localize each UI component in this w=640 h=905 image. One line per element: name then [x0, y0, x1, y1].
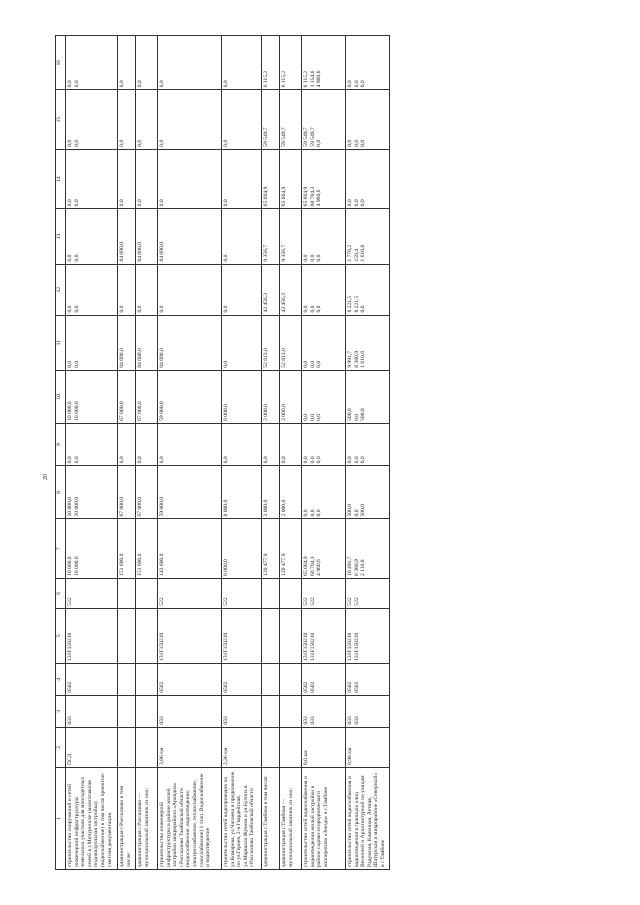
table-cell: 0,0	[136, 149, 158, 208]
table-cell: 65 664,9 60 704,3 4 960,6	[302, 149, 346, 208]
table-cell: 033	[222, 695, 262, 727]
table-cell: 522	[158, 578, 222, 608]
header-cell: 2	[56, 727, 66, 767]
table-cell	[118, 695, 136, 727]
table-row	[66, 36, 118, 870]
table-cell	[118, 727, 136, 767]
table-cell: 2 000,0	[280, 370, 302, 423]
table-cell: 0,0 0,0 0,0	[346, 423, 390, 465]
table-cell: 0,0	[118, 90, 136, 149]
table-cell: 131F150210	[222, 608, 262, 663]
table-cell: 151 600,0	[118, 519, 136, 578]
table-cell: 033 033	[346, 695, 390, 727]
table-cell: 0,0	[222, 423, 262, 465]
table-row	[302, 36, 346, 870]
table-cell: 84 600,0	[158, 209, 222, 264]
table-body	[66, 36, 390, 870]
header-cell: 6	[56, 578, 66, 608]
row-label: строительство сетей водоснабжения и водоотведения жилой застройки в районе садово-огороднического кооператива «Звезда» в г.Тамбове	[302, 768, 346, 870]
row-label: строительство инженерной инфраструктуры в районе жилой застройки микрорайона «Ариадна» г.Рассказово Тамбовской области (водоснабжение, водоотведение, электроснабжение, теплоснабжение, газоснабжение) 1 этап. Водоснабжение и водоотведение	[158, 768, 222, 870]
table-cell	[280, 578, 302, 608]
header-cell: 5	[56, 608, 66, 663]
header-cell: 16	[56, 36, 66, 90]
table-cell: 67 000,0	[136, 370, 158, 423]
table-cell: 0,0	[136, 423, 158, 465]
table-cell: 67 000,0	[118, 466, 136, 519]
table-cell: 0,0 0,0	[66, 423, 118, 465]
table-cell: 52 813,0	[262, 315, 280, 370]
table-cell: 0,0	[118, 149, 136, 208]
table-cell: 9 356,7	[262, 209, 280, 264]
table-cell: 9 356,7	[280, 209, 302, 264]
table-cell: 43 456,3	[280, 264, 302, 315]
table-cell: 0502	[222, 663, 262, 695]
table-cell: 10 000,0 10 000,0	[66, 370, 118, 423]
table-cell	[136, 695, 158, 727]
table-cell	[262, 578, 280, 608]
table-cell: 0,0 0,0	[66, 209, 118, 264]
table-cell	[136, 578, 158, 608]
budget-table	[55, 35, 390, 870]
rotated-page	[43, 35, 635, 870]
header-cell: 14	[56, 149, 66, 208]
table-cell: 0,0	[118, 264, 136, 315]
table-cell: 0,98 км	[346, 727, 390, 767]
table-cell: 8 000,0	[222, 466, 262, 519]
table-cell: 59 549,7 59 549,7 0,0	[302, 90, 346, 149]
table-cell: 0,0	[136, 36, 158, 90]
table-row	[158, 36, 222, 870]
table-cell: 0,0	[158, 149, 222, 208]
table-row	[346, 36, 390, 870]
table-cell: 0,0 0,0 0,0	[302, 466, 346, 519]
table-cell: 0,0 0,0 0,0	[302, 370, 346, 423]
table-cell: 0,0	[222, 315, 262, 370]
table-cell: 8,0 км	[302, 727, 346, 767]
table-cell: 500,0 0,0 500,0	[346, 466, 390, 519]
table-cell	[262, 695, 280, 727]
table-cell: 033 033	[302, 695, 346, 727]
table-cell	[136, 727, 158, 767]
table-cell: 0,0	[158, 423, 222, 465]
header-cell: 15	[56, 90, 66, 149]
table-row	[118, 36, 136, 870]
table-cell: 59 549,7	[280, 90, 302, 149]
table-cell	[136, 663, 158, 695]
header-cell: 3	[56, 695, 66, 727]
header-cell: 4	[56, 663, 66, 695]
table-cell: 6 115,2 1 154,6 4 960,6	[302, 36, 346, 90]
table-cell: 0,0	[136, 264, 158, 315]
table-cell: 0,0 0,0 0,0	[346, 149, 390, 208]
table-cell: 0,0	[222, 209, 262, 264]
table-cell: 033	[158, 695, 222, 727]
row-label: администрация г.Тамбова — муниципальный заказчик из них:	[280, 768, 302, 870]
table-cell: 67 000,0	[118, 370, 136, 423]
table-cell: 151 600,0	[136, 519, 158, 578]
header-cell: 8	[56, 466, 66, 519]
row-label: строительство сетей водоснабжения и водоотведения в границах улиц Весенней и Архитектурной по улицам Радужная, Каменная, Летняя, Шатурская и микрорайоне «Северный» в г.Тамбове	[346, 768, 390, 870]
table-cell: 59 000,0	[158, 370, 222, 423]
table-cell: 033	[66, 695, 118, 727]
table-cell: 65 664,9 60 704,3 4 960,6	[302, 519, 346, 578]
table-cell: 10 491,7 8 380,9 2 110,8	[346, 519, 390, 578]
table-cell: 0,0	[158, 90, 222, 149]
row-label: администрация г.Тамбова в том числе:	[262, 768, 280, 870]
table-cell: 84 600,0	[118, 209, 136, 264]
table-cell: 0,0	[222, 149, 262, 208]
table-cell: 43 456,3	[262, 264, 280, 315]
table-cell	[280, 608, 302, 663]
table-row	[262, 36, 280, 870]
table-cell: 131F150210 131F150210	[302, 608, 346, 663]
table-cell: 131F150210	[66, 608, 118, 663]
table-cell	[262, 608, 280, 663]
table-row	[222, 36, 262, 870]
table-cell: 2 000,0	[262, 370, 280, 423]
header-cell: 9	[56, 423, 66, 465]
table-cell: 0,0 0,0 0,0	[302, 264, 346, 315]
table-cell: 67 000,0	[136, 466, 158, 519]
table-cell: 6 115,2	[280, 36, 302, 90]
table-cell: 2 000,0	[280, 466, 302, 519]
table-cell: 0,0	[222, 90, 262, 149]
row-label: администрация г.Рассказово в том числе:	[118, 768, 136, 870]
table-cell: 84 600,0	[158, 315, 222, 370]
table-cell: 10 000,0 10 000,0	[66, 466, 118, 519]
table-cell	[280, 663, 302, 695]
table-cell: 0,0 0,0	[66, 149, 118, 208]
table-cell: ПСД	[66, 727, 118, 767]
table-cell: 131F150210 131F150210	[346, 608, 390, 663]
table-cell: 2,36 км	[222, 727, 262, 767]
table-cell: 0,0	[280, 423, 302, 465]
table-cell: 143 600,0	[158, 519, 222, 578]
table-cell: 0,0	[222, 36, 262, 90]
table-cell: 522	[222, 578, 262, 608]
header-cell: 13	[56, 209, 66, 264]
table-cell	[262, 727, 280, 767]
table-cell: 0502 0502	[302, 663, 346, 695]
table-cell: 9 991,7 8 380,9 1 610,8	[346, 315, 390, 370]
table-cell	[118, 663, 136, 695]
table-cell: 0502 0502	[346, 663, 390, 695]
table-cell: 52 813,0	[280, 315, 302, 370]
table-cell: 0,0	[158, 36, 222, 90]
table-cell: 0,0	[158, 264, 222, 315]
table-cell: 0,0 0,0 0,0	[346, 90, 390, 149]
table-cell: 131F150210	[158, 608, 222, 663]
table-cell: 0,0	[118, 423, 136, 465]
row-label: строительство сооружений и сетей инженерной инфраструктуры земельных участков для многодетных семей в г.Мичуринске (малоэтажная индивидуальная застройка) (водоснабжение) в том числе проектно-сметная документация	[66, 768, 118, 870]
table-row	[280, 36, 302, 870]
table-cell: 8 000,0	[222, 370, 262, 423]
header-cell: 1	[56, 768, 66, 870]
table-cell	[136, 608, 158, 663]
table-cell: 3,86 км	[158, 727, 222, 767]
table-cell: 0,0	[262, 423, 280, 465]
table-cell: 522	[66, 578, 118, 608]
table-cell: 0,0 0,0 0,0	[302, 209, 346, 264]
table-cell	[280, 727, 302, 767]
table-cell: 0,0 0,0	[66, 315, 118, 370]
table-cell: 120 477,9	[280, 519, 302, 578]
table-cell: 0,0 0,0	[66, 90, 118, 149]
table-cell: 500,0 0,0 500,0	[346, 370, 390, 423]
table-cell: 8 221,5 8 221,5 0,0	[346, 264, 390, 315]
table-cell: 65 664,9	[280, 149, 302, 208]
table-cell: 0,0 0,0	[66, 36, 118, 90]
row-label: строительство сетей водопроводов по ул.Комарова, ул.Чапаева и продолжение по ул.Героев, 2-я Гвардейская, ул.Маршала Жукова и ул.Бутина в г.Рассказово Тамбовской области	[222, 768, 262, 870]
header-cell: 12	[56, 264, 66, 315]
page-number: 20	[43, 474, 49, 480]
table-cell: 59 549,7	[262, 90, 280, 149]
table-cell	[118, 578, 136, 608]
table-cell: 84 600,0	[136, 209, 158, 264]
table-cell: 0502	[66, 663, 118, 695]
table-cell: 10 000,0 10 000,0	[66, 519, 118, 578]
table-cell: 522 522	[302, 578, 346, 608]
header-cell: 11	[56, 315, 66, 370]
table-cell: 522 522	[346, 578, 390, 608]
table-cell: 59 000,0	[158, 466, 222, 519]
table-row	[136, 36, 158, 870]
table-cell: 1 770,2 159,4 1 610,8	[346, 209, 390, 264]
table-cell	[262, 663, 280, 695]
table-cell: 0,0	[136, 90, 158, 149]
table-cell: 65 664,9	[262, 149, 280, 208]
row-label: администрация г.Рассказово — муниципальный заказчик из них:	[136, 768, 158, 870]
table-cell	[118, 608, 136, 663]
table-cell: 0,0	[118, 36, 136, 90]
table-cell: 6 115,2	[262, 36, 280, 90]
header-cell: 7	[56, 519, 66, 578]
header-cell: 10	[56, 370, 66, 423]
table-cell: 0502	[158, 663, 222, 695]
table-cell: 0,0 0,0 0,0	[302, 423, 346, 465]
table-cell: 120 477,9	[262, 519, 280, 578]
table-header	[56, 36, 66, 870]
table-cell: 2 000,0	[262, 466, 280, 519]
table-cell: 0,0 0,0	[66, 264, 118, 315]
table-cell: 0,0	[222, 264, 262, 315]
table-cell: 84 600,0	[136, 315, 158, 370]
table-cell: 84 600,0	[118, 315, 136, 370]
table-cell	[280, 695, 302, 727]
table-cell: 0,0 0,0 0,0	[302, 315, 346, 370]
table-cell: 0,0 0,0 0,0	[346, 36, 390, 90]
table-cell: 8 000,0	[222, 519, 262, 578]
